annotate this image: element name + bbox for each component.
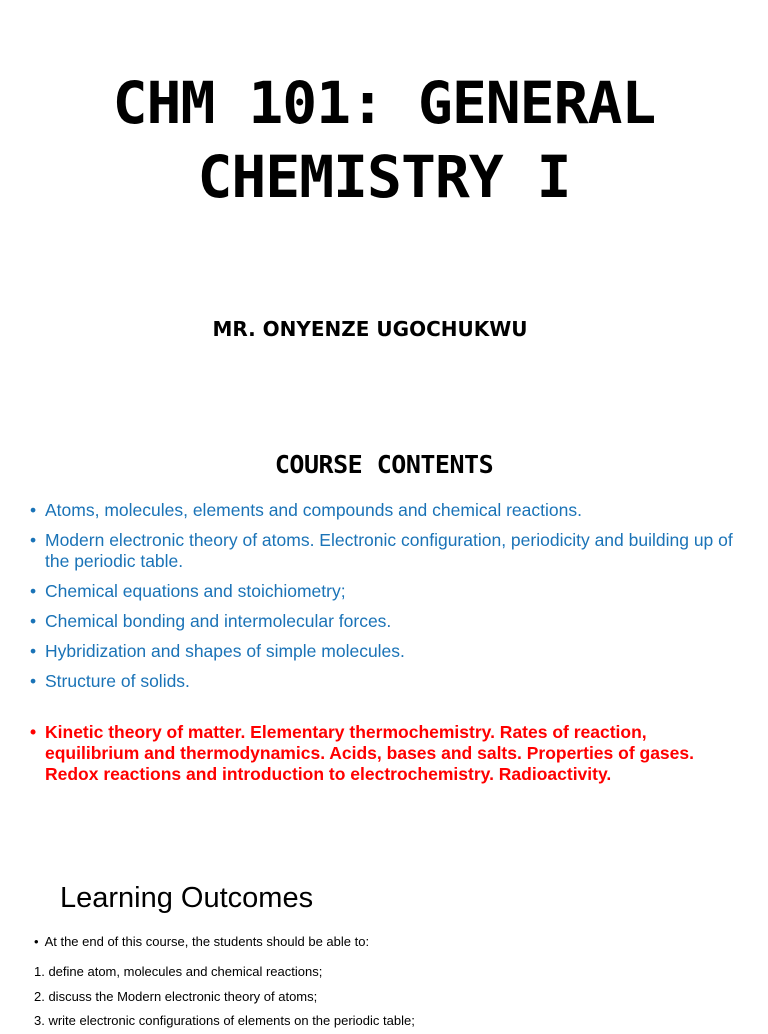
learning-outcomes-intro (34, 934, 369, 949)
bullet-icon: • (34, 934, 39, 949)
list-item: 2. discuss the Modern electronic theory of atoms; (34, 988, 318, 1004)
page-title (0, 66, 768, 214)
list-item: • Modern electronic theory of atoms. Electronic configuration, periodicity and building up of the periodic table. (30, 530, 742, 572)
list-item: • Hybridization and shapes of simple molecules. (30, 641, 742, 662)
list-item: • Chemical equations and stoichiometry; (30, 581, 742, 602)
author-name: MR. ONYENZE UGOCHUKWU (212, 317, 528, 341)
title-line-2: CHEMISTRY I (197, 143, 571, 211)
course-contents-heading: COURSE CONTENTS (274, 450, 494, 479)
title-line-1: CHM 101: GENERAL (112, 69, 656, 137)
list-item: • Structure of solids. (30, 671, 742, 692)
intro-text: At the end of this course, the students should be able to: (44, 934, 370, 949)
learning-outcomes-heading: Learning Outcomes (60, 882, 314, 914)
course-contents-list (30, 500, 742, 794)
highlighted-list-item: • Kinetic theory of matter. Elementary thermochemistry. Rates of reaction, equilibrium and thermodynamics. Acids, bases and salts. Properties of gases. Redox reactions and introduction to electrochemistry. Radioactivity. (30, 722, 742, 785)
list-item: • Atoms, molecules, elements and compounds and chemical reactions. (30, 500, 742, 521)
list-item: 3. write electronic configurations of elements on the periodic table; (34, 1013, 415, 1028)
learning-outcomes-list (34, 960, 415, 1034)
list-item: • Chemical bonding and intermolecular forces. (30, 611, 742, 632)
list-item: 1. define atom, molecules and chemical reactions; (34, 964, 323, 979)
